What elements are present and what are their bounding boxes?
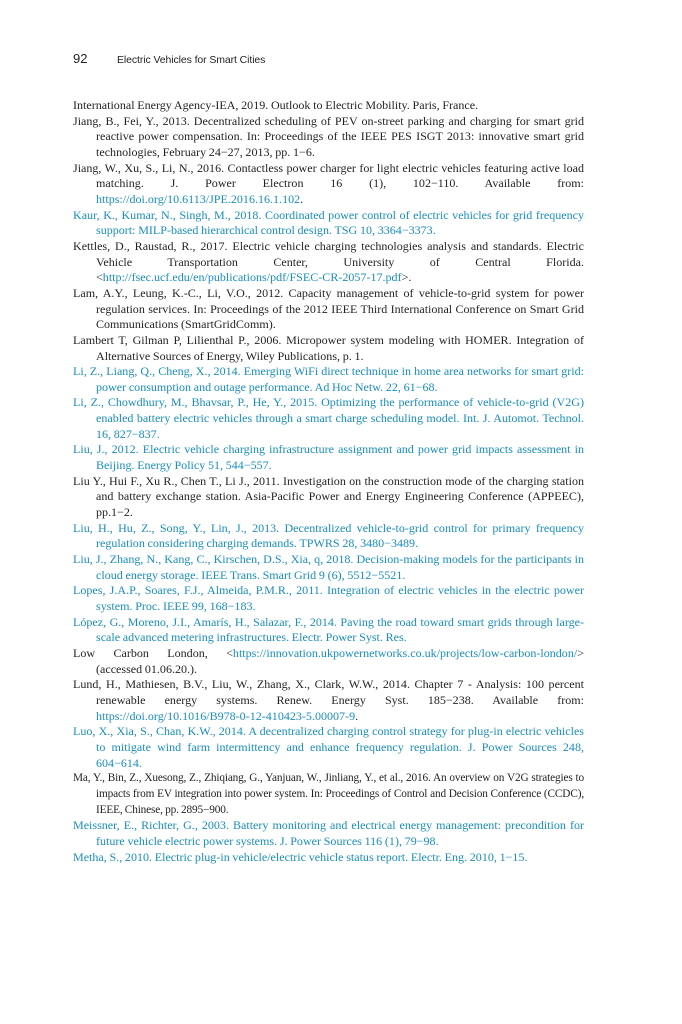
reference-link[interactable]: https://innovation.ukpowernetworks.co.uk/projects/low-carbon-london/ bbox=[232, 645, 578, 660]
running-title: Electric Vehicles for Smart Cities bbox=[117, 54, 266, 66]
reference-item-linked[interactable]: Meissner, E., Richter, G., 2003. Battery monitoring and electrical energy management: precondition for future vehicle electric power systems. J. Power Sources 116 (1), 79−98. bbox=[73, 818, 584, 848]
reference-item: Kettles, D., Raustad, R., 2017. Electric vehicle charging technologies analysis and standards. Electric Vehicle Transportation Center, University of Central Florida. <http://fsec.ucf.edu/en/publications/pdf/FSEC-CR-2057-17.pdf>. bbox=[73, 238, 584, 285]
reference-item-linked[interactable]: Li, Z., Liang, Q., Cheng, X., 2014. Emerging WiFi direct technique in home area networks for smart grid: power consumption and outage performance. Ad Hoc Netw. 22, 61−68. bbox=[73, 364, 584, 394]
reference-item-linked[interactable]: Liu, H., Hu, Z., Song, Y., Lin, J., 2013. Decentralized vehicle-to-grid control for primary frequency regulation considering charging demands. TPWRS 28, 3480−3489. bbox=[73, 520, 584, 551]
reference-item-linked[interactable]: Metha, S., 2010. Electric plug-in vehicle/electric vehicle status report. Electr. Eng. 2010, 1−15. bbox=[73, 849, 528, 864]
reference-link[interactable]: https://doi.org/10.6113/JPE.2016.16.1.102 bbox=[96, 191, 301, 206]
reference-item: Lam, A.Y., Leung, K.-C., Li, V.O., 2012. Capacity management of vehicle-to-grid system for power regulation services. In: Proceedings of the 2012 IEEE Third International Conference on Smart Grid Communications (SmartGridComm). bbox=[73, 285, 584, 332]
reference-item: Jiang, B., Fei, Y., 2013. Decentralized scheduling of PEV on-street parking and charging for smart grid reactive power compensation. In: Proceedings of the IEEE PES ISGT 2013: innovative smart grid technologies, February 24−27, 2013, pp. 1−6. bbox=[73, 113, 584, 159]
reference-item-linked[interactable]: Luo, X., Xia, S., Chan, K.W., 2014. A decentralized charging control strategy for plug-in electric vehicles to mitigate wind farm intermittency and enhance frequency regulation. J. Power Sources 248, 604−614. bbox=[73, 724, 584, 770]
reference-item-linked[interactable]: López, G., Moreno, J.I., Amarís, H., Salazar, F., 2014. Paving the road toward smart grids through large-scale advanced metering infrastructures. Electr. Power Syst. Res. bbox=[73, 614, 584, 645]
reference-link[interactable]: http://fsec.ucf.edu/en/publications/pdf/FSEC-CR-2057-17.pdf bbox=[102, 270, 402, 285]
reference-item: Lund, H., Mathiesen, B.V., Liu, W., Zhang, X., Clark, W.W., 2014. Chapter 7 - Analysis: 100 percent renewable energy systems. Renew. Energy Syst. 185−238. Available from: https://doi.org/10.1016/B978-0-12-410423-5.00007-9. bbox=[73, 677, 584, 723]
reference-item: Low Carbon London, <https://innovation.ukpowernetworks.co.uk/projects/low-carbon-london/> (accessed 01.06.20.). bbox=[73, 645, 584, 676]
reference-item: Liu Y., Hui F., Xu R., Chen T., Li J., 2011. Investigation on the construction mode of the charging station and battery exchange station. Asia-Pacific Power and Energy Engineering Conference (APPEEC), pp.1−2. bbox=[73, 473, 584, 520]
reference-item-linked[interactable]: Liu, J., Zhang, N., Kang, C., Kirschen, D.S., Xia, q, 2018. Decision-making models for the participants in cloud energy storage. IEEE Trans. Smart Grid 9 (6), 5512−5521. bbox=[73, 552, 584, 582]
reference-link[interactable]: https://doi.org/10.1016/B978-0-12-410423-5.00007-9 bbox=[96, 708, 356, 723]
page-number: 92 bbox=[73, 51, 88, 66]
reference-item: Jiang, W., Xu, S., Li, N., 2016. Contactless power charger for light electric vehicles featuring active load matching. J. Power Electron 16 (1), 102−110. Available from: https://doi.org/10.6113/JPE.2016.16.1.102. bbox=[73, 160, 584, 206]
reference-item-linked[interactable]: Liu, J., 2012. Electric vehicle charging infrastructure assignment and power grid impacts assessment in Beijing. Energy Policy 51, 544−557. bbox=[73, 442, 584, 473]
reference-item: Lambert T, Gilman P, Lilienthal P., 2006. Micropower system modeling with HOMER. Integration of Alternative Sources of Energy, Wiley Publications, p. 1. bbox=[73, 332, 584, 363]
reference-item-linked[interactable]: Lopes, J.A.P., Soares, F.J., Almeida, P.M.R., 2011. Integration of electric vehicles in the electric power system. Proc. IEEE 99, 168−183. bbox=[73, 583, 584, 613]
reference-item: Ma, Y., Bin, Z., Xuesong, Z., Zhiqiang, G., Yanjuan, W., Jinliang, Y., et al., 2016. An overview on V2G strategies to impacts from EV integration into power system. In: Proceedings of Control and Decision Conference (CCDC), IEEE, Chinese, pp. 2895−900. bbox=[73, 772, 584, 816]
reference-list bbox=[73, 98, 584, 865]
reference-item: International Energy Agency-IEA, 2019. Outlook to Electric Mobility. Paris, France. bbox=[73, 98, 479, 112]
reference-item-linked[interactable]: Kaur, K., Kumar, N., Singh, M., 2018. Coordinated power control of electric vehicles for grid frequency support: MILP-based hierarchical control design. TSG 10, 3364−3373. bbox=[73, 207, 584, 238]
running-header bbox=[73, 51, 265, 66]
reference-item-linked[interactable]: Li, Z., Chowdhury, M., Bhavsar, P., He, Y., 2015. Optimizing the performance of vehicle-to-grid (V2G) enabled battery electric vehicles through a smart charge scheduling model. Int. J. Automot. Technol. 16, 827−837. bbox=[73, 395, 584, 441]
